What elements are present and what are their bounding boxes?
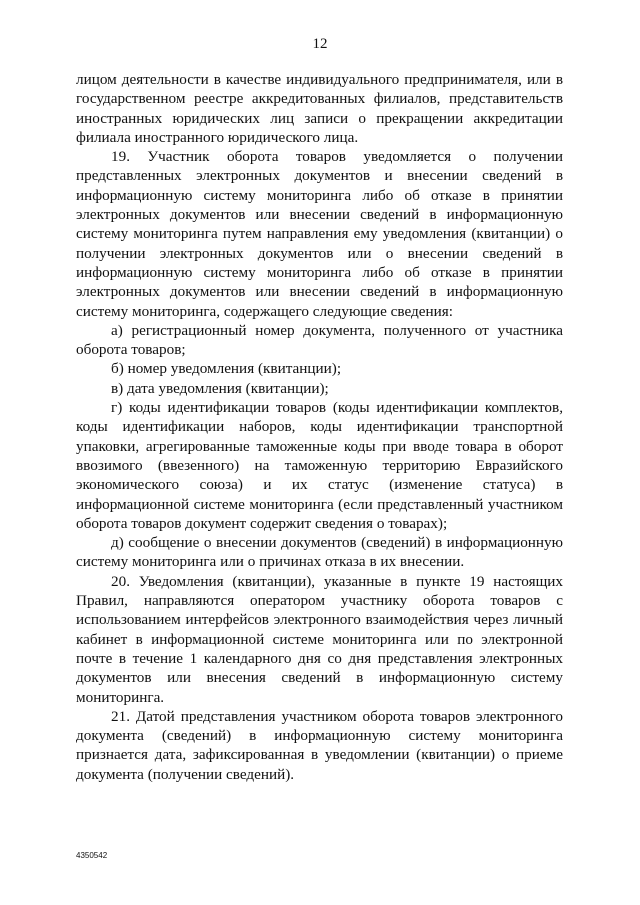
- document-code: 4350542: [76, 851, 108, 860]
- paragraph-20: 20. Уведомления (квитанции), указанные в пункте 19 настоящих Правил, направляются оператором участнику оборота товаров с использованием интерфейсов электронного взаимодействия через личный кабинет в информационной системе мониторинга или по электронной почте в течение 1 календарного дня со дня представления электронных документов или внесения сведений в информационную систему мониторинга.: [76, 572, 563, 706]
- paragraph-21: 21. Датой представления участником оборота товаров электронного документа (сведений) в информационную систему мониторинга признается дата, зафиксированная в уведомлении (квитанции) о приеме документа (получении сведений).: [76, 707, 563, 783]
- item-d: д) сообщение о внесении документов (сведений) в информационную систему мониторинга или о причинах отказа в их внесении.: [76, 534, 563, 571]
- item-a: а) регистрационный номер документа, полученного от участника оборота товаров;: [76, 321, 563, 359]
- page-number: 12: [312, 36, 328, 52]
- paragraph-continuation: лицом деятельности в качестве индивидуального предпринимателя, или в государственном реестре аккредитованных филиалов, представительств иностранных юридических лиц записи о прекращении аккредитации филиала иностранного юридического лица.: [76, 71, 563, 146]
- item-b: б) номер уведомления (квитанции);: [111, 360, 342, 378]
- item-g: г) коды идентификации товаров (коды идентификации комплектов, коды идентификации наборов, коды идентификации транспортной упаковки, агрегированные таможенные коды при вводе товара в оборот ввозимого (ввезенного) на таможенную территорию Евразийского экономического союза) и их статус (изменение статуса) в информационной системе мониторинга (если представленный участником оборота товаров документ содержит сведения о товарах);: [76, 399, 563, 532]
- paragraph-19: 19. Участник оборота товаров уведомляется о получении представленных электронных документов и внесении сведений в информационную систему мониторинга либо об отказе в принятии электронных документов или внесении сведений в информационную систему мониторинга путем направления ему уведомления (квитанции) о получении электронных документов или о внесении сведений в информационную систему мониторинга либо об отказе в принятии электронных документов или внесении сведений в информационную систему мониторинга, содержащего следующие сведения:: [76, 148, 563, 320]
- item-v: в) дата уведомления (квитанции);: [111, 379, 329, 397]
- document-body: [76, 70, 563, 784]
